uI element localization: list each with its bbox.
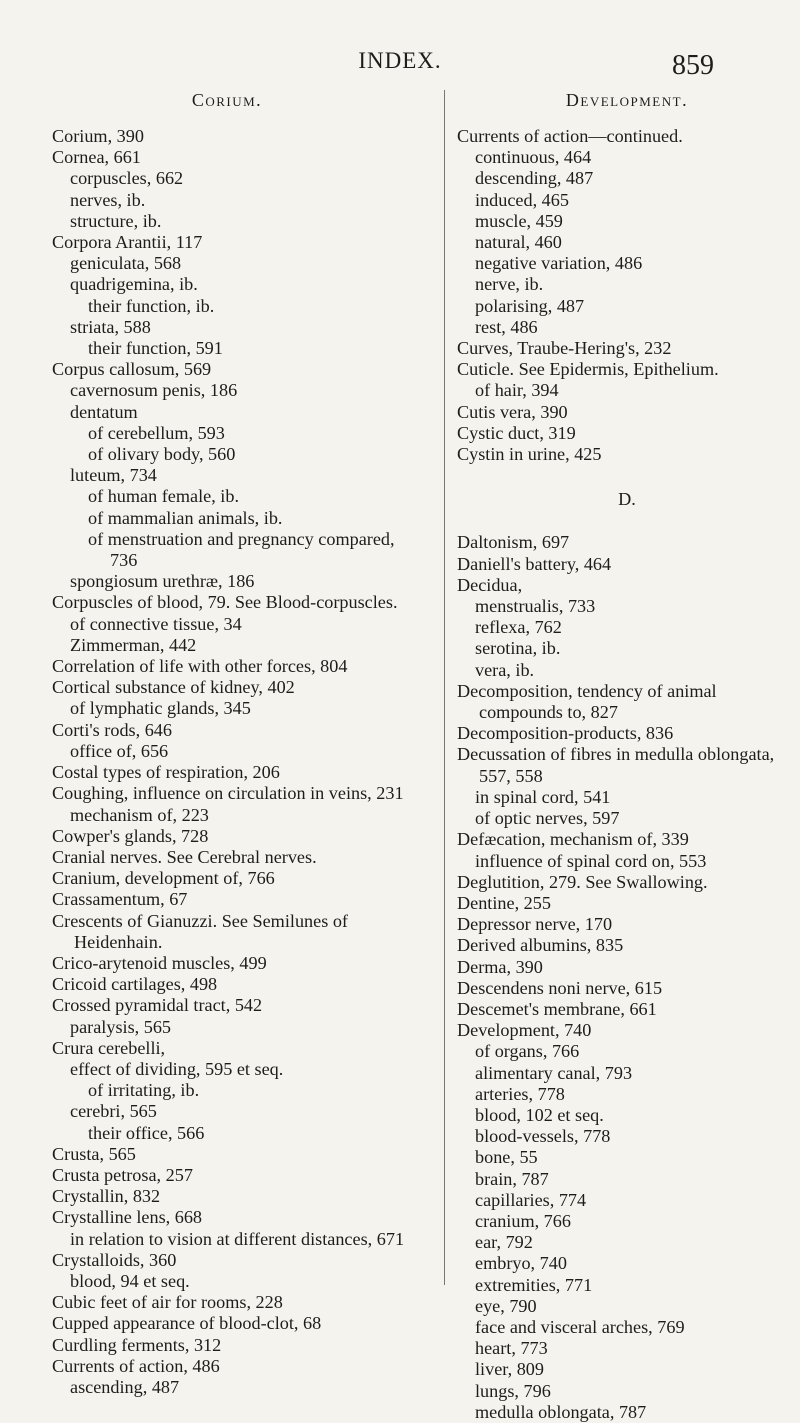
index-entry: Corpuscles of blood, 79. See Blood-corpuscles.: [52, 592, 398, 613]
index-entry: of cerebellum, 593: [88, 422, 225, 443]
index-entry: Deglutition, 279. See Swallowing.: [457, 871, 708, 892]
index-entry: Costal types of respiration, 206: [52, 762, 280, 783]
index-entry: eye, 790: [475, 1295, 537, 1316]
right-column-heading: Development.: [565, 90, 689, 110]
right-entry-list: [457, 126, 797, 1423]
index-entry: paralysis, 565: [70, 1016, 172, 1037]
index-entry: Correlation of life with other forces, 804: [52, 656, 348, 677]
index-entry: Crystalloids, 360: [52, 1249, 177, 1270]
index-entry: of connective tissue, 34: [70, 613, 242, 634]
index-entry: striata, 588: [70, 316, 151, 337]
index-entry: nerves, ib.: [70, 189, 146, 210]
index-entry: Cuticle. See Epidermis, Epithelium.: [457, 359, 719, 380]
index-entry: polarising, 487: [475, 295, 585, 316]
index-entry: corpuscles, 662: [70, 168, 184, 189]
index-entry: arteries, 778: [475, 1083, 565, 1104]
index-entry: Cowper's glands, 728: [52, 825, 209, 846]
index-entry: of olivary body, 560: [88, 444, 236, 465]
index-entry: Decidua,: [457, 574, 523, 595]
index-entry: Cystic duct, 319: [457, 422, 576, 443]
index-entry: reflexa, 762: [475, 617, 562, 638]
index-entry: quadrigemina, ib.: [70, 274, 198, 295]
index-entry: blood, 94 et seq.: [70, 1270, 190, 1291]
index-entry: Daltonism, 697: [457, 532, 570, 553]
index-entry: of hair, 394: [475, 380, 559, 401]
index-entry: menstrualis, 733: [475, 596, 596, 617]
index-entry: their function, ib.: [88, 295, 215, 316]
index-entry: rest, 486: [475, 316, 538, 337]
index-entry: Depressor nerve, 170: [457, 914, 613, 935]
index-entry: in spinal cord, 541: [475, 786, 611, 807]
index-entry: Descemet's membrane, 661: [457, 998, 657, 1019]
index-entry: Cystin in urine, 425: [457, 444, 602, 465]
index-entry: bone, 55: [475, 1147, 538, 1168]
index-entry: Crescents of Gianuzzi. See Semilunes of Heidenhain.: [52, 910, 353, 952]
index-entry: Cricoid cartilages, 498: [52, 974, 218, 995]
index-entry: Curves, Traube-Hering's, 232: [457, 338, 672, 359]
index-entry: induced, 465: [475, 189, 569, 210]
index-entry: continuous, 464: [475, 147, 592, 168]
index-entry: Cubic feet of air for rooms, 228: [52, 1292, 283, 1313]
index-entry: Cranium, development of, 766: [52, 868, 275, 889]
index-entry: geniculata, 568: [70, 253, 182, 274]
index-entry: Crossed pyramidal tract, 542: [52, 995, 263, 1016]
index-entry: structure, ib.: [70, 210, 162, 231]
index-entry: Daniell's battery, 464: [457, 553, 612, 574]
index-entry: of menstruation and pregnancy compared, 736: [88, 528, 400, 571]
index-entry: muscle, 459: [475, 210, 563, 231]
index-entry: Cutis vera, 390: [457, 401, 568, 422]
index-entry: Crusta petrosa, 257: [52, 1164, 193, 1185]
index-entry: Zimmerman, 442: [70, 634, 197, 655]
index-entry: cranium, 766: [475, 1210, 571, 1231]
section-letter: D.: [618, 489, 636, 510]
index-entry: medulla oblongata, 787: [475, 1401, 647, 1422]
index-entry: Descendens noni nerve, 615: [457, 977, 663, 998]
index-entry: of organs, 766: [475, 1041, 580, 1062]
index-entry: dentatum: [70, 401, 138, 422]
right-column: [444, 90, 797, 1422]
index-entry: brain, 787: [475, 1168, 549, 1189]
index-entry: of lymphatic glands, 345: [70, 698, 251, 719]
page-number: 859: [672, 50, 714, 81]
index-entry: heart, 773: [475, 1338, 548, 1359]
running-title: INDEX.: [358, 48, 442, 73]
index-entry: Crico-arytenoid muscles, 499: [52, 952, 267, 973]
index-entry: office of, 656: [70, 740, 169, 761]
index-entry: Crura cerebelli,: [52, 1037, 166, 1058]
index-entry: ascending, 487: [70, 1376, 180, 1397]
index-entry: Cornea, 661: [52, 147, 141, 168]
index-entry: negative variation, 486: [475, 253, 643, 274]
index-entry: Decomposition-products, 836: [457, 723, 674, 744]
index-entry: of optic nerves, 597: [475, 808, 620, 829]
index-entry: alimentary canal, 793: [475, 1062, 633, 1083]
index-entry: lungs, 796: [475, 1380, 551, 1401]
index-entry: luteum, 734: [70, 465, 157, 486]
index-entry: Cortical substance of kidney, 402: [52, 677, 295, 698]
index-entry: embryo, 740: [475, 1253, 567, 1274]
index-entry: descending, 487: [475, 168, 594, 189]
index-entry: Derived albumins, 835: [457, 935, 624, 956]
index-entry: of mammalian animals, ib.: [88, 507, 283, 528]
index-entry: Corti's rods, 646: [52, 719, 172, 740]
page-header: [0, 48, 800, 82]
left-entry-list: [52, 126, 424, 1398]
index-entry: Currents of action—continued.: [457, 126, 683, 146]
index-entry: nerve, ib.: [475, 274, 544, 295]
index-entry: their office, 566: [88, 1122, 205, 1143]
index-entry: natural, 460: [475, 232, 562, 253]
index-entry: Crystallin, 832: [52, 1186, 161, 1207]
index-entry: Currents of action, 486: [52, 1355, 220, 1376]
index-entry: liver, 809: [475, 1359, 544, 1380]
left-column: [52, 90, 424, 1398]
left-column-heading: Corium.: [191, 90, 263, 110]
index-entry: Corium, 390: [52, 126, 144, 146]
index-entry: their function, 591: [88, 338, 223, 359]
index-entry: Corpora Arantii, 117: [52, 232, 203, 253]
index-entry: Crassamentum, 67: [52, 889, 188, 910]
index-entry: blood, 102 et seq.: [475, 1104, 604, 1125]
index-entry: Curdling ferments, 312: [52, 1334, 222, 1355]
index-entry: Crystalline lens, 668: [52, 1207, 203, 1228]
index-entry: of irritating, ib.: [88, 1080, 200, 1101]
index-entry: Crusta, 565: [52, 1143, 136, 1164]
index-entry: Decomposition, tendency of animal compounds to, 827: [457, 680, 722, 723]
index-entry: face and visceral arches, 769: [475, 1316, 685, 1337]
index-entry: Development, 740: [457, 1020, 592, 1041]
index-entry: Cupped appearance of blood-clot, 68: [52, 1313, 322, 1334]
index-entry: serotina, ib.: [475, 638, 561, 659]
index-entry: Decussation of fibres in medulla oblongata, 557, 558: [457, 744, 779, 786]
index-entry: capillaries, 774: [475, 1189, 587, 1210]
index-entry: of human female, ib.: [88, 486, 240, 507]
index-entry: influence of spinal cord on, 553: [475, 850, 707, 871]
index-entry: vera, ib.: [475, 659, 535, 680]
index-entry: extremities, 771: [475, 1274, 593, 1295]
index-entry: Derma, 390: [457, 956, 543, 977]
index-entry: Corpus callosum, 569: [52, 359, 212, 380]
index-entry: in relation to vision at different distances, 671: [70, 1228, 405, 1249]
index-entry: Dentine, 255: [457, 892, 551, 913]
index-entry: cavernosum penis, 186: [70, 380, 238, 401]
index-entry: Defæcation, mechanism of, 339: [457, 829, 689, 850]
index-entry: effect of dividing, 595 et seq.: [70, 1058, 284, 1079]
index-entry: ear, 792: [475, 1232, 533, 1253]
index-entry: Cranial nerves. See Cerebral nerves.: [52, 846, 317, 867]
index-entry: cerebri, 565: [70, 1101, 157, 1122]
index-entry: mechanism of, 223: [70, 804, 209, 825]
index-entry: blood-vessels, 778: [475, 1126, 611, 1147]
index-entry: spongiosum urethræ, 186: [70, 571, 255, 592]
index-entry: Coughing, influence on circulation in veins, 231: [52, 783, 404, 804]
